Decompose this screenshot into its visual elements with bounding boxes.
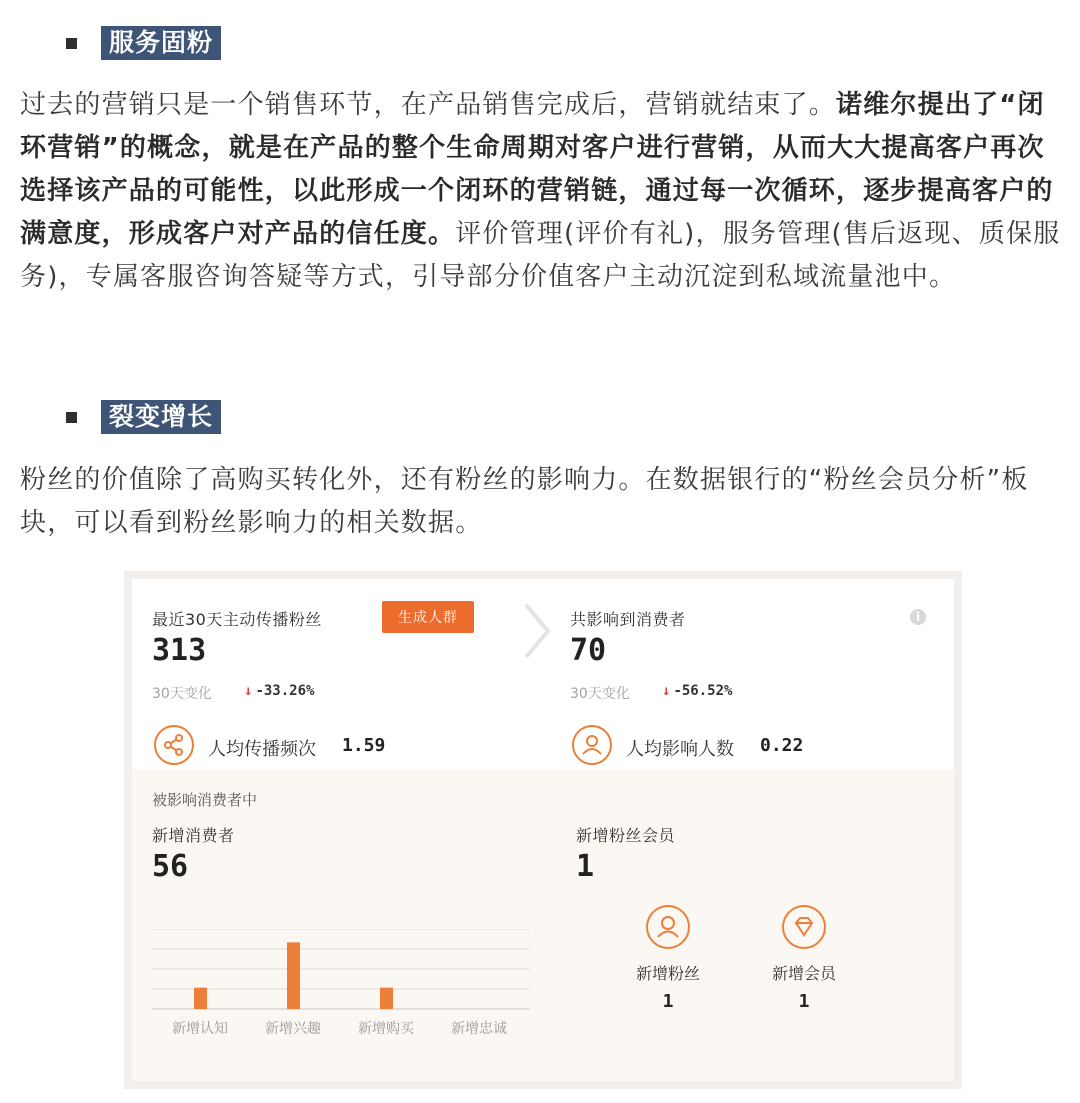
avg-spread-label: 人均传播频次 xyxy=(208,739,316,760)
change-label: 30天变化 xyxy=(570,686,630,702)
section-header-2 xyxy=(66,400,221,434)
bar xyxy=(380,988,393,1009)
paragraph-1 xyxy=(20,84,1065,299)
diamond-icon xyxy=(782,905,826,949)
change-value xyxy=(662,683,732,699)
avg-influence-label: 人均影响人数 xyxy=(626,739,734,760)
new-consumers-value: 56 xyxy=(152,849,189,884)
bar xyxy=(194,988,207,1009)
active-fans-label: 最近30天主动传播粉丝 xyxy=(152,610,322,629)
paragraph-2 xyxy=(20,459,1065,545)
new-fans-value: 1 xyxy=(662,991,674,1012)
user-icon xyxy=(646,905,690,949)
card-top-panel xyxy=(132,579,954,769)
avg-spread-value: 1.59 xyxy=(342,735,386,756)
share-icon xyxy=(154,725,194,765)
paragraph-bold-text: 诺维尔提出了“闭环营销”的概念，就是在产品的整个生命周期对客户进行营销，从而大大提高客户再次选择该产品的可能性，以此形成一个闭环的营销链，通过每一次循环，逐步提高客户的满意度，形成客户对产品的信任度。 xyxy=(20,90,1054,249)
chevron-right-icon xyxy=(524,603,550,659)
x-tick-label: 新增忠诚 xyxy=(451,1021,507,1037)
avg-influence-value: 0.22 xyxy=(760,735,804,756)
new-fan-members-label: 新增粉丝会员 xyxy=(576,826,676,845)
arrow-down-icon: ↓ xyxy=(662,683,671,699)
bullet-square-icon xyxy=(66,412,77,423)
change-value-text: -56.52% xyxy=(673,683,733,699)
x-tick-label: 新增认知 xyxy=(172,1021,228,1037)
info-icon[interactable]: i xyxy=(910,609,926,625)
section-title: 裂变增长 xyxy=(101,400,221,434)
change-value xyxy=(244,683,314,699)
funnel-bar-chart xyxy=(152,929,532,1049)
section-header-1 xyxy=(66,26,221,60)
influenced-consumers-label: 共影响到消费者 xyxy=(570,610,686,629)
new-fans-label: 新增粉丝 xyxy=(635,964,700,983)
user-icon xyxy=(572,725,612,765)
paragraph-text: 评价管理(评价有礼)，服务管理(售后返现、质保服务)，专属客服咨询答疑等方式，引导部分价值客户主动沉淀到私域流量池中。 xyxy=(20,219,1061,292)
change-value-text: -33.26% xyxy=(255,683,315,699)
active-fans-value: 313 xyxy=(152,633,207,668)
paragraph-text: 粉丝的价值除了高购买转化外，还有粉丝的影响力。在数据银行的“粉丝会员分析”板块，可以看到粉丝影响力的相关数据。 xyxy=(20,465,1029,538)
bullet-square-icon xyxy=(66,38,77,49)
arrow-down-icon: ↓ xyxy=(244,683,253,699)
influenced-section-label: 被影响消费者中 xyxy=(152,791,258,809)
x-tick-label: 新增购买 xyxy=(358,1021,414,1037)
generate-crowd-button[interactable]: 生成人群 xyxy=(382,601,474,633)
new-consumers-label: 新增消费者 xyxy=(152,826,235,845)
paragraph-text: 过去的营销只是一个销售环节，在产品销售完成后，营销就结束了。 xyxy=(20,90,837,120)
new-vip-label: 新增会员 xyxy=(771,964,836,983)
new-fan-members-value: 1 xyxy=(576,849,595,884)
bar xyxy=(287,942,300,1009)
new-vip-value: 1 xyxy=(798,991,810,1012)
influenced-consumers-value: 70 xyxy=(570,633,607,668)
card-bottom-panel xyxy=(132,769,954,1081)
x-tick-label: 新增兴趣 xyxy=(265,1021,321,1037)
fan-influence-card xyxy=(124,571,962,1089)
section-title: 服务固粉 xyxy=(101,26,221,60)
bar-chart-svg xyxy=(152,929,532,1049)
change-label: 30天变化 xyxy=(152,686,212,702)
